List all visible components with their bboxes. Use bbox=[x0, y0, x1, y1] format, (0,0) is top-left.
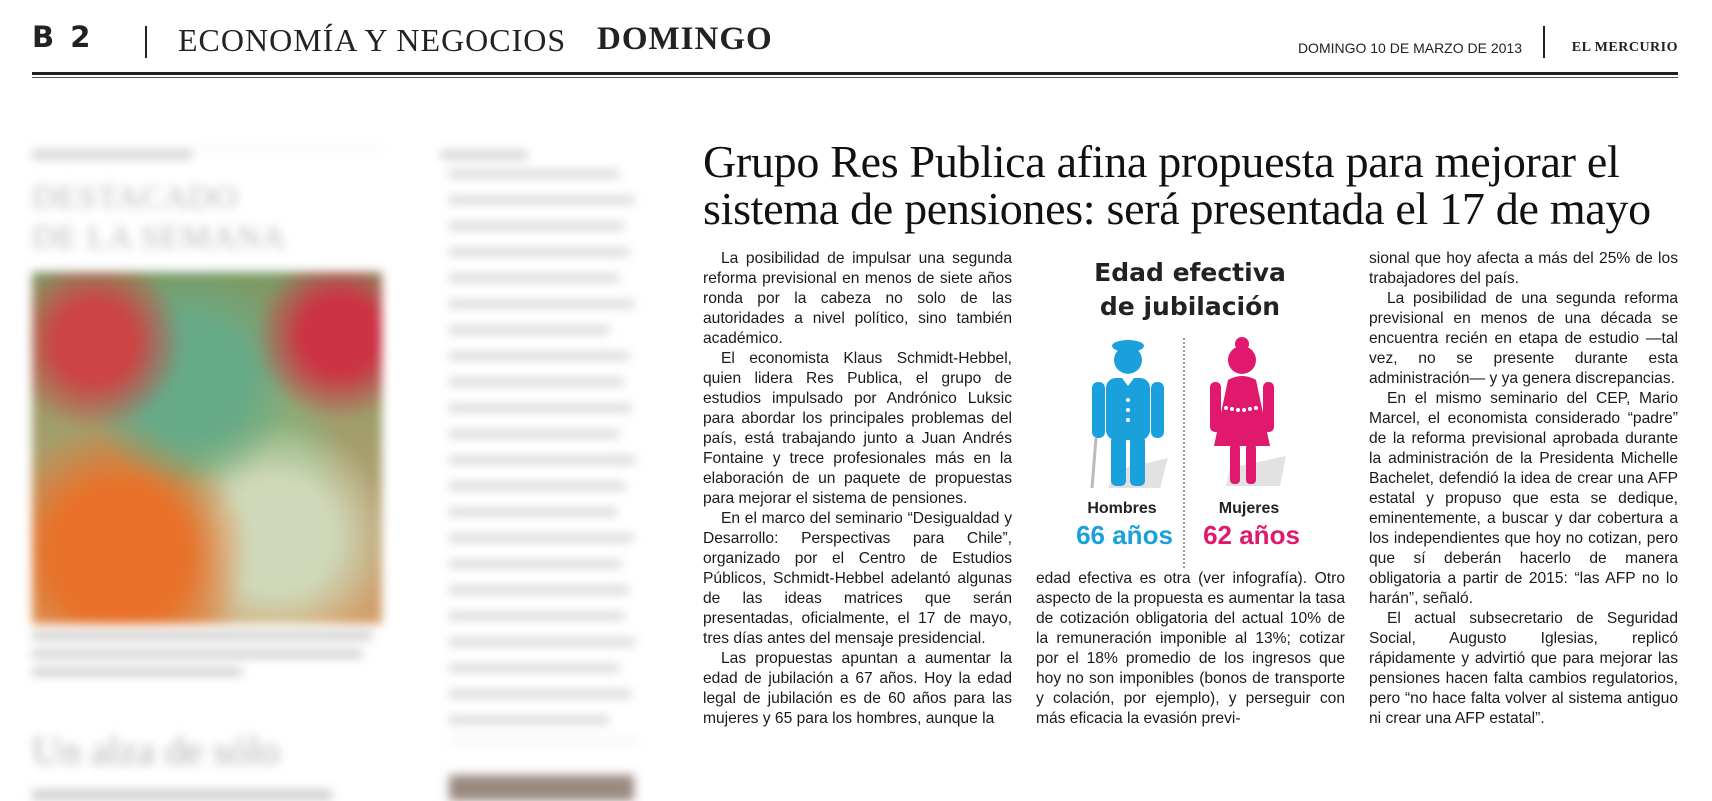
newspaper-name: EL MERCURIO bbox=[1571, 40, 1678, 55]
infographic-title-line1: Edad efectiva bbox=[1094, 258, 1286, 287]
paragraph: edad efectiva es otra (ver infografía). Otro aspecto de la propuesta es aumentar la tasa de cotización obligatoria del actual 10% de la remuneración imponible al 13%; cotizar por el 18% promedio de los ingresos que hoy no son imponibles (bonos de transporte y colación, por ejemplo), y perseguir con más eficacia la evasión previ- bbox=[1036, 570, 1345, 727]
sidebar-title-line2: DE LA SEMANA bbox=[32, 220, 287, 256]
sidebar-rule bbox=[32, 148, 382, 149]
paragraph: La posibilidad de impulsar una segunda reforma previsional en menos de siete años ronda por la cabeza no solo de las autoridades a nivel político, sino también académico. bbox=[703, 250, 1012, 347]
section-title: ECONOMÍA Y NEGOCIOS bbox=[178, 22, 567, 58]
article-column-2 bbox=[1036, 569, 1345, 729]
photo-caption bbox=[32, 632, 382, 692]
column2-rule bbox=[449, 740, 639, 742]
page-number: B 2 bbox=[32, 20, 94, 54]
sidebar-headline: Un alza de sólo bbox=[32, 728, 280, 773]
article-column-3 bbox=[1369, 249, 1678, 729]
paragraph: El actual subsecretario de Seguridad Social, Augusto Iglesias, replicó rápidamente y advirtió que para mejorar las pensiones hacen falta cambios regulatorios, pero “no hace falta volver al sistema antiguo ni crear una AFP estatal”. bbox=[1369, 610, 1678, 727]
article-column-1 bbox=[703, 249, 1012, 729]
sidebar-subheadline bbox=[32, 790, 332, 800]
sidebar-title bbox=[32, 178, 286, 258]
vegetables-photo bbox=[32, 272, 382, 624]
edition-date: DOMINGO 10 DE MARZO DE 2013 bbox=[1297, 40, 1522, 56]
women-label: Mujeres bbox=[1218, 500, 1280, 517]
paragraph: La posibilidad de una segunda reforma previsional en menos de una década se encuentra recién en etapa de estudio —tal vez, no se presente durante esta administración— y ya genera discrepancias. bbox=[1369, 290, 1678, 387]
column2-text bbox=[449, 170, 639, 742]
sidebar-title-line1: DESTACADO bbox=[32, 180, 239, 216]
sidebar-kicker bbox=[32, 151, 192, 159]
column2-kicker bbox=[441, 151, 527, 159]
elderly-man-icon bbox=[1078, 338, 1178, 498]
header-divider-right bbox=[1543, 26, 1545, 58]
paragraph: El economista Klaus Schmidt-Hebbel, quien lidera Res Publica, el grupo de estudios impulsado por Andrónico Luksic para abordar los principales problemas del país, está trabajando junto a Juan Andrés Fontaine y trece profesionales más en la elaboración de un paquete de propuestas para mejorar el sistema de pensiones. bbox=[703, 350, 1012, 507]
infographic-title-line2: de jubilación bbox=[1099, 292, 1281, 321]
paragraph: sional que hoy afecta a más del 25% de los trabajadores del país. bbox=[1369, 250, 1678, 287]
header-rule bbox=[32, 72, 1678, 75]
section-day: DOMINGO bbox=[597, 21, 773, 57]
men-label: Hombres bbox=[1087, 500, 1157, 517]
women-retirement-age: 62 años bbox=[1203, 520, 1300, 550]
header-divider bbox=[145, 26, 147, 58]
men-retirement-age: 66 años bbox=[1076, 520, 1173, 550]
column2-photo bbox=[449, 775, 634, 801]
paragraph: Las propuestas apuntan a aumentar la edad de jubilación a 67 años. Hoy la edad legal de jubilación es de 60 años para las mujeres y 65 para los hombres, aunque la bbox=[703, 650, 1012, 727]
infographic-title bbox=[1040, 256, 1340, 324]
article-headline: Grupo Res Publica afina propuesta para mejorar el sistema de pensiones: será presentada el 17 de mayo bbox=[703, 136, 1651, 234]
header-rule-thin bbox=[32, 77, 1678, 78]
paragraph: En el marco del seminario “Desigualdad y Desarrollo: Perspectivas para Chile”, organizado por el Centro de Estudios Públicos, Schmidt-Hebbel adelantó algunas de las ideas matrices que serán presentadas, oficialmente, el 17 de mayo, tres días antes del mensaje presidencial. bbox=[703, 510, 1012, 647]
elderly-woman-icon bbox=[1200, 336, 1300, 496]
paragraph: En el mismo seminario del CEP, Mario Marcel, el economista considerado “padre” de la reforma previsional aprobada durante la administración de la Presidenta Michelle Bachelet, defendió la idea de crear una AFP estatal y propuso que esta se dedique, eminentemente, a buscar y dar cobertura a los independientes que hoy no cotizan, pero que sí deberán hacerlo de manera obligatoria a partir de 2015: “las AFP no lo harán”, señaló. bbox=[1369, 390, 1678, 607]
